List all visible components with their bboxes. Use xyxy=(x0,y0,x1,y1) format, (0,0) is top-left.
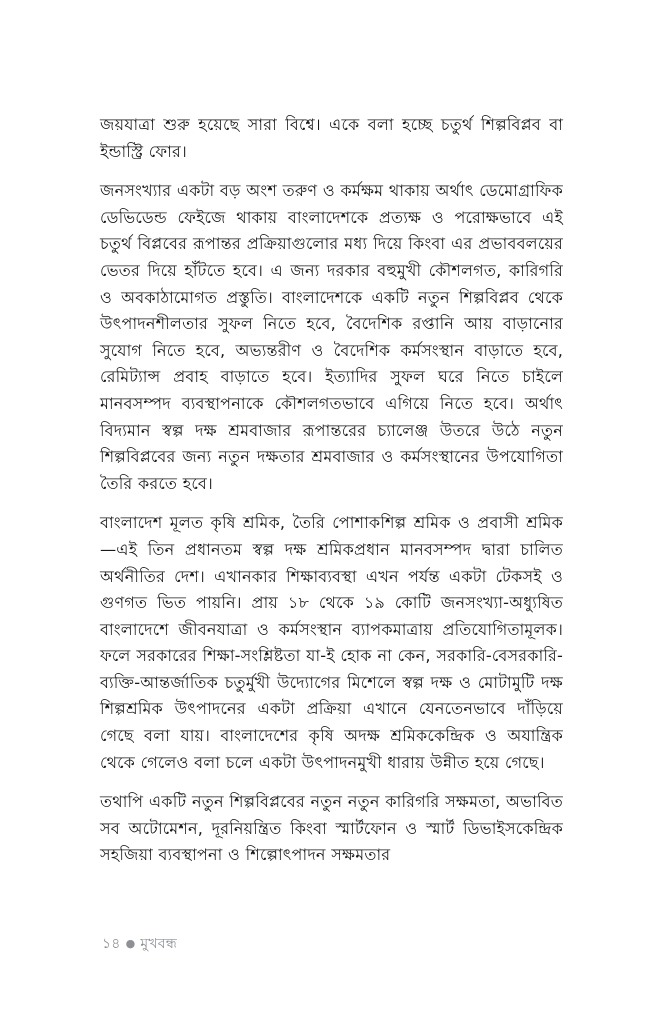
footer-page-number: ১৪ xyxy=(102,936,121,952)
paragraph-2: জনসংখ্যার একটা বড় অংশ তরুণ ও কর্মক্ষম থাকায় অর্থাৎ ডেমোগ্রাফিক ডেভিডেন্ড ফেইজে থাকায় বাংলাদেশকে প্রত্যক্ষ ও পরোক্ষভাবে এই চতুর্থ বিপ্লবের রূপান্তর প্রক্রিয়াগুলোর মধ্য দিয়ে কিংবা এর প্রভাববলয়ের ভেতর দিয়ে হাঁটতে হবে। এ জন্য দরকার বহুমুখী কৌশলগত, কারিগরি ও অবকাঠামোগত প্রস্তুতি। বাংলাদেশকে একটি নতুন শিল্পবিপ্লব থেকে উৎপাদনশীলতার সুফল নিতে হবে, বৈদেশিক রপ্তানি আয় বাড়ানোর সুযোগ নিতে হবে, অভ্যন্তরীণ ও বৈদেশিক কর্মসংস্থান বাড়াতে হবে, রেমিট্যান্স প্রবাহ বাড়াতে হবে। ইত্যাদির সুফল ঘরে নিতে চাইলে মানবসম্পদ ব্যবস্থাপনাকে কৌশলগতভাবে এগিয়ে নিতে হবে। অর্থাৎ বিদ্যমান স্বল্প দক্ষ শ্রমবাজার রূপান্তরের চ্যালেঞ্জ উতরে উঠে নতুন শিল্পবিপ্লবের জন্য নতুন দক্ষতার শ্রমবাজার ও কর্মসংস্থানের উপযোগিতা তৈরি করতে হবে। xyxy=(100,181,563,493)
footer-separator-bullet: ● xyxy=(125,937,136,950)
paragraph-4: তথাপি একটি নতুন শিল্পবিপ্লবের নতুন নতুন কারিগরি সক্ষমতা, অভাবিত সব অটোমেশন, দূরনিয়ন্ত্রিত কিংবা স্মার্টফোন ও স্মার্ট ডিভাইসকেন্দ্রিক সহজিয়া ব্যবস্থাপনা ও শিল্পোৎপাদন সক্ষমতার xyxy=(100,792,563,865)
footer-section-title: মুখবন্ধ xyxy=(140,936,178,952)
body-text-column xyxy=(100,112,563,869)
paragraph-1: জয়যাত্রা শুরু হয়েছে সারা বিশ্বে। একে বলা হচ্ছে চতুর্থ শিল্পবিপ্লব বা ইন্ডাস্ট্রি ফোর। xyxy=(100,115,563,161)
page-footer xyxy=(102,934,177,955)
paragraph-3: বাংলাদেশ মূলত কৃষি শ্রমিক, তৈরি পোশাকশিল্প শ্রমিক ও প্রবাসী শ্রমিক—এই তিন প্রধানতম স্বল্প দক্ষ শ্রমিকপ্রধান মানবসম্পদ দ্বারা চালিত অর্থনীতির দেশ। এখানকার শিক্ষাব্যবস্থা এখন পর্যন্ত একটা টেকসই ও গুণগত ভিত পায়নি। প্রায় ১৮ থেকে ১৯ কোটি জনসংখ্যা-অধ্যুষিত বাংলাদেশে জীবনযাত্রা ও কর্মসংস্থান ব্যাপকমাত্রায় প্রতিযোগিতামূলক। ফলে সরকারের শিক্ষা-সংশ্লিষ্টতা যা-ই হোক না কেন, সরকারি-বেসরকারি-ব্যক্তি-আন্তর্জাতিক চতুর্মুখী উদ্যোগের মিশেলে স্বল্প দক্ষ ও মোটামুটি দক্ষ শিল্পশ্রমিক উৎপাদনের একটা প্রক্রিয়া এখানে যেনতেনভাবে দাঁড়িয়ে গেছে বলা যায়। বাংলাদেশের কৃষি অদক্ষ শ্রমিককেন্দ্রিক ও অযান্ত্রিক থেকে গেলেও বলা চলে একটা উৎপাদনমুখী ধারায় উন্নীত হয়ে গেছে। xyxy=(100,513,563,772)
